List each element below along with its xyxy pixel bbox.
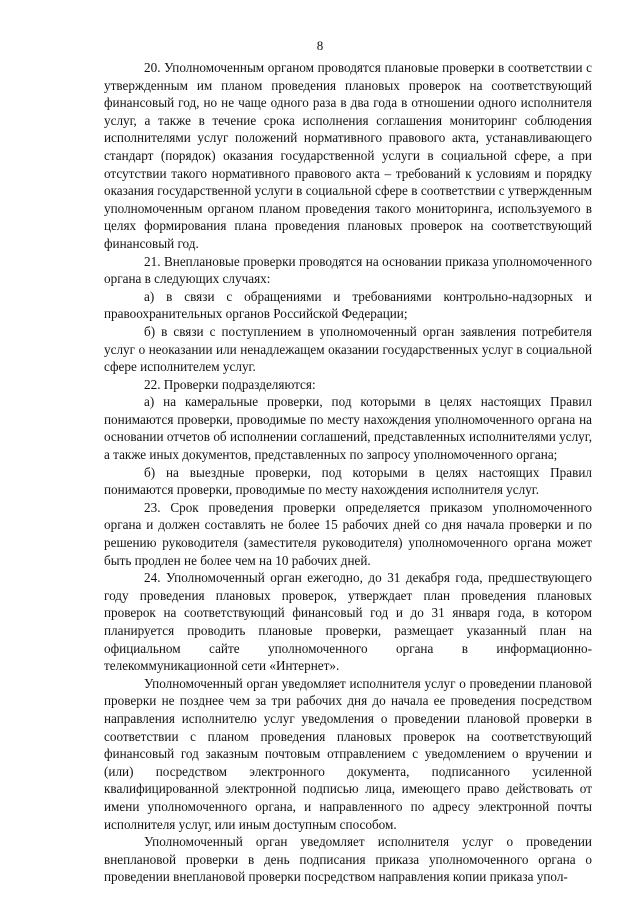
paragraph-21-b: б) в связи с поступлением в уполномоченный орган заявления потребителя услуг о неоказании или ненадлежащем оказании государственных услуг в социальной сфере исполнителем услуг. (104, 323, 592, 375)
paragraph-24-notice-unplanned: Уполномоченный орган уведомляет исполнителя услуг о проведении внеплановой проверки в день подписания приказа уполномоченного органа о проведении внеплановой проверки посредством направления копии приказа упол- (104, 834, 592, 885)
paragraph-22-b: б) на выездные проверки, под которыми в целях настоящих Правил понимаются проверки, проводимые по месту нахождения исполнителя услуг. (104, 464, 592, 498)
page-number: 8 (316, 38, 324, 53)
paragraph-24: 24. Уполномоченный орган ежегодно, до 31 декабря года, предшествующего году проведения плановых проверок, утверждает план проведения плановых проверок на соответствующий финансовый год и до 31 января года, в котором планируется проводить плановые проверки, размещает указанный план на официальном сайте уполномоченного органа в информационно-телекоммуникационной сети «Интернет». (104, 570, 592, 674)
document-body (104, 59, 592, 886)
paragraph-21: 21. Внеплановые проверки проводятся на основании приказа уполномоченного органа в следующих случаях: (104, 253, 592, 287)
paragraph-23: 23. Срок проведения проверки определяется приказом уполномоченного органа и должен составлять не более 15 рабочих дней со дня начала проверки и по решению руководителя (заместителя руководителя) уполномоченного органа может быть продлен не более чем на 10 рабочих дней. (104, 499, 592, 568)
paragraph-21-a: а) в связи с обращениями и требованиями контрольно-надзорных и правоохранительных органов Российской Федерации; (104, 288, 592, 322)
paragraph-20: 20. Уполномоченным органом проводятся плановые проверки в соответствии с утвержденным им планом проведения плановых проверок на соответствующий финансовый год, но не чаще одного раза в два года в отношении одного исполнителя услуг, а также в течение срока исполнения соглашения мониторинг соблюдения исполнителями услуг положений нормативного правового акта, устанавливающего стандарт (порядок) оказания государственной услуги в социальной сфере, а при отсутствии такого нормативного правового акта – требований к условиям и порядку оказания государственной услуги в социальной сфере в соответствии с утвержденным уполномоченным органом планом проведения такого мониторинга, используемого в целях формирования плана проведения плановых проверок на соответствующий финансовый год. (104, 60, 592, 251)
paragraph-22-a: а) на камеральные проверки, под которыми в целях настоящих Правил понимаются проверки, проводимые по месту нахождения уполномоченного органа на основании отчетов об исполнении соглашений, представленных исполнителями услуг, а также иных документов, представленных по запросу уполномоченного органа; (104, 394, 592, 463)
paragraph-22: 22. Проверки подразделяются: (144, 376, 316, 392)
paragraph-24-notice-planned: Уполномоченный орган уведомляет исполнителя услуг о проведении плановой проверки не позднее чем за три рабочих дня до начала ее проведения посредством направления исполнителю услуг уведомления о проведении плановой проверки в соответствии с планом проведения плановых проверок на соответствующий финансовый год заказным почтовым отправлением с уведомлением о вручении и (или) посредством электронного документа, подписанного усиленной квалифицированной электронной подписью лица, имеющего право действовать от имени уполномоченного органа, и направленного по адресу электронной почты исполнителя услуг, или иным доступным способом. (104, 675, 592, 832)
